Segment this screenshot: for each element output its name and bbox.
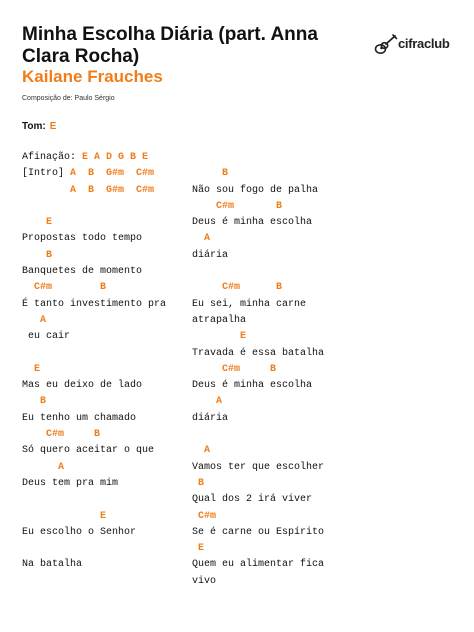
chord-line[interactable]: E bbox=[22, 217, 53, 229]
chord-line[interactable]: A bbox=[192, 396, 223, 408]
lyric-line: atrapalha bbox=[192, 314, 247, 326]
lyric-line: Travada é essa batalha bbox=[192, 347, 325, 359]
chord-line[interactable]: B bbox=[22, 396, 47, 408]
chord-line[interactable]: B bbox=[22, 249, 53, 261]
logo-text: cifraclub bbox=[398, 36, 450, 51]
lyric-line: Mas eu deixo de lado bbox=[22, 380, 143, 392]
lyric-line: Eu sei, minha carne bbox=[192, 298, 307, 310]
blank-line bbox=[192, 264, 324, 280]
lyric-line: Banquetes de momento bbox=[22, 266, 143, 278]
tom-key[interactable]: E bbox=[49, 121, 57, 132]
lyric-line: eu cair bbox=[22, 331, 71, 343]
lyric-line: vivo bbox=[192, 575, 217, 587]
guitar-icon bbox=[374, 32, 398, 56]
intro-chords[interactable]: A B G#m C#m bbox=[70, 168, 155, 180]
blank-line bbox=[22, 199, 166, 215]
chord-line[interactable]: C#m B bbox=[192, 200, 283, 212]
lyric-line: Na batalha bbox=[22, 559, 83, 571]
blank-line bbox=[22, 492, 166, 508]
song-title: Minha Escolha Diária (part. Anna Clara Rocha) bbox=[22, 24, 318, 67]
chord-line[interactable]: C#m B bbox=[192, 363, 277, 375]
blank-line bbox=[22, 541, 166, 557]
lyric-line: Deus é minha escolha bbox=[192, 380, 313, 392]
lyric-line: É tanto investimento pra bbox=[22, 298, 167, 310]
chord-line[interactable]: C#m B bbox=[22, 429, 101, 441]
lyric-line: Deus é minha escolha bbox=[192, 217, 313, 229]
cifraclub-logo[interactable] bbox=[374, 32, 456, 58]
lyric-line: Deus tem pra mim bbox=[22, 477, 119, 489]
chord-line[interactable]: A B G#m C#m bbox=[22, 184, 155, 196]
chord-line[interactable]: C#m bbox=[192, 510, 217, 522]
chord-line[interactable]: C#m B bbox=[22, 282, 107, 294]
blank-line bbox=[192, 427, 324, 443]
lyric-line: Qual dos 2 irá viver bbox=[192, 494, 313, 506]
tom-line bbox=[22, 121, 56, 132]
chord-line[interactable]: A bbox=[192, 233, 211, 245]
lyric-line: Propostas todo tempo bbox=[22, 233, 143, 245]
lyric-line: Não sou fogo de palha bbox=[192, 184, 319, 196]
chord-line[interactable]: E bbox=[192, 543, 205, 555]
chord-line[interactable]: B bbox=[192, 168, 229, 180]
chord-line[interactable]: B bbox=[192, 477, 205, 489]
tom-label: Tom: bbox=[22, 121, 46, 132]
chord-line[interactable]: A bbox=[22, 314, 47, 326]
lyrics-column-right bbox=[192, 150, 324, 590]
lyric-line: Se é carne ou Espírito bbox=[192, 526, 325, 538]
lyrics-column-left bbox=[22, 150, 166, 574]
artist-name[interactable]: Kailane Frauches bbox=[22, 67, 163, 86]
intro-label: [Intro] bbox=[22, 168, 65, 180]
blank-line bbox=[192, 150, 324, 166]
lyric-line: Vamos ter que escolher bbox=[192, 461, 325, 473]
lyric-line: Só quero aceitar o que bbox=[22, 445, 155, 457]
blank-line bbox=[22, 346, 166, 362]
intro-line bbox=[22, 166, 166, 182]
lyric-line: diária bbox=[192, 249, 229, 261]
chord-line[interactable]: A bbox=[192, 445, 211, 457]
chord-line[interactable]: E bbox=[22, 510, 107, 522]
tuning-line bbox=[22, 150, 166, 166]
tuning-label: Afinação: bbox=[22, 152, 77, 163]
chord-line[interactable]: A bbox=[22, 461, 65, 473]
lyric-line: Eu escolho o Senhor bbox=[22, 526, 137, 538]
lyric-line: diária bbox=[192, 412, 229, 424]
lyric-line: Quem eu alimentar fica bbox=[192, 559, 325, 571]
chord-line[interactable]: C#m B bbox=[192, 282, 283, 294]
chord-line[interactable]: E bbox=[22, 363, 41, 375]
chord-line[interactable]: E bbox=[192, 331, 247, 343]
composer-credit: Composição de: Paulo Sérgio bbox=[22, 95, 115, 102]
lyric-line: Eu tenho um chamado bbox=[22, 412, 137, 424]
tuning-notes[interactable]: E A D G B E bbox=[82, 152, 149, 163]
